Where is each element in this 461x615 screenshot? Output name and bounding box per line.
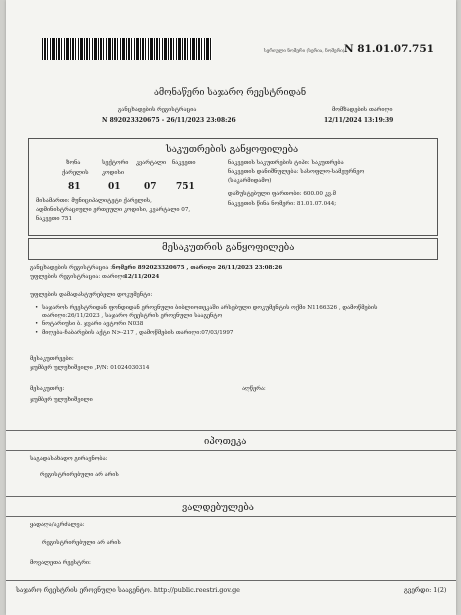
col-subheader-sector: კოდისი <box>102 170 124 176</box>
preparation-label: მომზადების თარიღი <box>332 107 393 113</box>
debtors-label: მოვალეთა რეესტრი: <box>30 560 91 566</box>
registration-label: განცხადების რეგისტრაცია <box>118 107 197 113</box>
basis-label: უფლების დამადასტურებელი დოკუმენტი: <box>30 292 153 298</box>
seizure-label: ყადაღა/აკრძალვა: <box>30 522 85 528</box>
address-line-1: მისამართი: მუნიციპალიტეტი ქარელის, <box>36 198 152 204</box>
col-header-block: კვარტალი <box>136 160 167 166</box>
owner-section-title: მესაკუთრის განყოფილება <box>162 242 295 253</box>
mortgage-subject-label: საგადასახადო გირავნობა: <box>30 456 108 462</box>
code-parcel: 751 <box>176 182 195 192</box>
registration-value: N 892023320675 - 26/11/2023 23:08:26 <box>102 117 236 124</box>
col-header-zone: ზონა <box>66 160 81 166</box>
barcode <box>42 38 212 60</box>
basis-item-1: • საჯაროს რეესტრიდან ფონდიდან ეროვნული ბიბლიოთეკაში არსებული დოკუმენტის ოქმი N1166326 , დამოწმების თარიღი:26/11/2023 , საჯარო რეესტრის ეროვნული სააგენტო <box>42 304 422 320</box>
serial-caption: სერიული ნომერი (სერია, ნომერი) <box>264 49 345 54</box>
mortgage-value: რეგისტრირებული არ არის <box>40 472 119 478</box>
mortgage-section-title: იპოთეკა <box>204 436 247 447</box>
owner-reg-label: განცხადების რეგისტრაცია : <box>30 265 113 271</box>
code-block: 07 <box>144 182 157 192</box>
col-header-sector: სექტორი <box>102 160 129 166</box>
encumbrance-top-line <box>6 496 456 497</box>
owner-reg-value: ნომერი 892023320675 , თარიღი 26/11/2023 23:08:26 <box>112 265 283 271</box>
seizure-value: რეგისტრირებული არ არის <box>42 540 121 546</box>
encumbrance-section-title: ვალდებულება <box>182 502 254 513</box>
property-purpose: ნაკვეთის დანიშნულება: სასოფლო-სამეურნეო <box>228 169 365 175</box>
property-area: დაზუსტებული ფართობი: 600.00 კვ.მ <box>228 191 336 197</box>
share-label: მესაკუთრე: <box>30 386 65 392</box>
preparation-value: 12/11/2024 13:19:39 <box>324 117 394 124</box>
encumbrance-bottom-line <box>6 516 456 517</box>
owners-label: მესაკუთრეები: <box>30 356 74 362</box>
right-reg-value: 12/11/2024 <box>124 274 160 280</box>
footer-page-number: გვერდი: 1(2) <box>404 586 447 594</box>
code-sector: 01 <box>108 182 121 192</box>
document-page <box>6 0 456 615</box>
right-reg-label: უფლების რეგისტრაცია: თარიღი <box>30 274 126 280</box>
property-section-title: საკუთრების განყოფილება <box>166 144 299 155</box>
property-ownership-type: ნაკვეთის საკუთრების ტიპი: საკუთრება <box>228 160 344 166</box>
mortgage-top-line <box>6 430 456 431</box>
address-line-3: ნაკვეთი 751 <box>36 216 73 222</box>
col-subheader-zone: ქარელის <box>62 170 89 176</box>
description-label: აღწერა: <box>242 386 266 392</box>
serial-number: N 81.01.07.751 <box>344 43 434 55</box>
col-header-parcel: ნაკვეთი <box>172 160 196 166</box>
property-previous-number: ნაკვეთის წინა ნომერი: 81.01.07.044; <box>228 201 337 207</box>
code-zone: 81 <box>68 182 81 192</box>
footer-agency: საჯარო რეესტრის ეროვნული სააგენტო. http://public.reestri.gov.ge <box>16 586 240 594</box>
basis-item-2: • ნოტარიუსი ბ. ჯვარი ავტორი N038 <box>42 321 143 327</box>
share-value: ჯუმბერ ულუხიშვილი <box>30 397 93 403</box>
mortgage-bottom-line <box>6 450 456 451</box>
address-line-2: ადმინისტრაციული ერთეული კოდისი, კვარტალი 07, <box>36 207 191 213</box>
owners-value: ჯუმბერ ულუხიშვილი ,P/N: 01024030314 <box>30 365 150 371</box>
basis-item-3: • მიღება-ჩაბარების აქტი N>-217 , დამოწმების თარიღი:07/03/1997 <box>42 330 233 336</box>
document-title: ამონაწერი საჯარო რეესტრიდან <box>154 88 307 98</box>
footer-line <box>6 580 456 581</box>
property-purpose-detail: (საკარმიდამო) <box>228 178 272 184</box>
